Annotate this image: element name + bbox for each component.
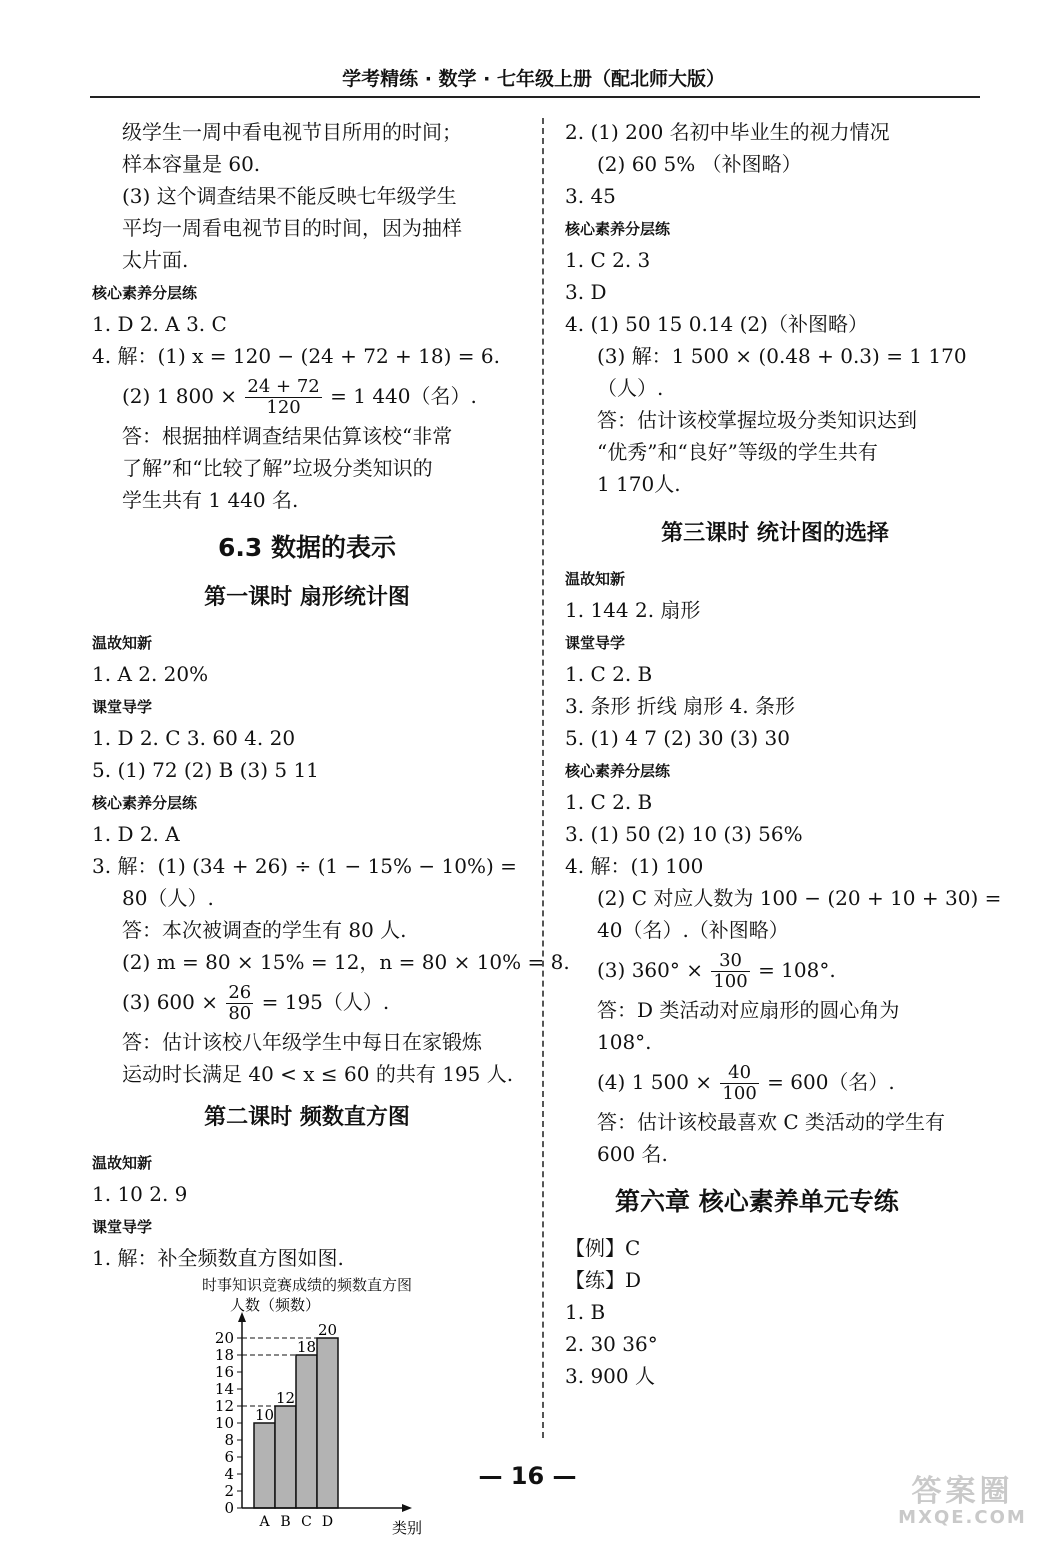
answer-line: 3. (1) 50 (2) 10 (3) 56% xyxy=(565,822,803,846)
answer-line: 3. D xyxy=(565,280,607,304)
answer-line: 太片面. xyxy=(122,248,189,272)
fraction-line xyxy=(92,978,522,1026)
answer-line: 600 名. xyxy=(597,1142,668,1166)
answer-line: 3. 45 xyxy=(565,184,616,208)
section-tag: 核心素养分层练 xyxy=(565,762,671,780)
watermark-logo xyxy=(880,1475,1045,1530)
y-tick-label: 16 xyxy=(214,1363,234,1381)
answer-line: 平均一周看电视节目的时间，因为抽样 xyxy=(122,216,462,240)
fraction-numerator: 24 + 72 xyxy=(247,376,320,397)
y-tick-label: 2 xyxy=(224,1482,234,1500)
fraction xyxy=(711,951,749,992)
answer-line: 样本容量是 60. xyxy=(122,152,261,176)
y-tick-label: 6 xyxy=(224,1448,234,1466)
column-divider xyxy=(542,118,544,1438)
watermark-url: MXQE.COM xyxy=(898,1507,1027,1528)
x-axis-arrow xyxy=(402,1504,412,1512)
answer-line: 1. D 2. A 3. C xyxy=(92,312,227,336)
fraction-line xyxy=(92,372,522,420)
fraction-prefix: (4) 1 500 × xyxy=(597,1070,713,1094)
answer-line: 2. (1) 200 名初中毕业生的视力情况 xyxy=(565,120,890,144)
answer-line: 1. A 2. 20% xyxy=(92,662,209,686)
answer-line: 答：估计该校掌握垃圾分类知识达到 xyxy=(597,408,917,432)
answer-line: 答：估计该校最喜欢 C 类活动的学生有 xyxy=(597,1110,946,1134)
y-tick-label: 12 xyxy=(214,1397,234,1415)
section-tag: 课堂导学 xyxy=(92,698,153,716)
answer-line: 答：D 类活动对应扇形的圆心角为 xyxy=(597,998,900,1022)
page-number: — 16 — xyxy=(478,1462,577,1490)
answer-line: 2. 30 36° xyxy=(565,1332,658,1356)
fraction-prefix: (3) 600 × xyxy=(122,990,218,1014)
x-tick-label: B xyxy=(280,1514,291,1530)
answer-line: 4. 解：(1) x = 120 − (24 + 72 + 18) = 6. xyxy=(92,344,500,368)
fraction xyxy=(245,377,321,418)
answer-line: 答：估计该校八年级学生中每日在家锻炼 xyxy=(122,1030,482,1054)
answer-line: 1 170人. xyxy=(597,472,681,496)
x-tick-label: A xyxy=(259,1514,270,1530)
answer-line: 1. C 2. B xyxy=(565,662,653,686)
answer-line: 108°. xyxy=(597,1030,652,1054)
answer-line: 运动时长满足 40 < x ≤ 60 的共有 195 人. xyxy=(122,1062,514,1086)
header-title: 学考精练 · 数学 · 七年级上册（配北师大版） xyxy=(342,68,725,90)
fraction-numerator: 30 xyxy=(711,951,749,972)
answer-line: 40（名）.（补图略） xyxy=(597,918,789,942)
y-tick-label: 8 xyxy=(224,1431,234,1449)
x-tick-label: C xyxy=(301,1514,312,1530)
answer-line: (2) C 对应人数为 100 − (20 + 10 + 30) = xyxy=(597,886,1002,910)
answer-line: 【例】C xyxy=(565,1236,641,1260)
fraction-suffix: = 108°. xyxy=(758,958,836,982)
answer-line: 3. 900 人 xyxy=(565,1364,655,1388)
fraction-suffix: = 1 440（名）. xyxy=(330,384,477,408)
answer-line: 1. D 2. C 3. 60 4. 20 xyxy=(92,726,296,750)
answer-line: (3) 这个调查结果不能反映七年级学生 xyxy=(122,184,457,208)
y-tick-label: 10 xyxy=(214,1414,234,1432)
fraction-denominator: 80 xyxy=(228,1003,252,1024)
fraction-numerator: 40 xyxy=(720,1063,758,1084)
y-tick-label: 14 xyxy=(214,1380,234,1398)
x-axis-label: 类别 xyxy=(392,1519,423,1537)
right-column xyxy=(565,116,1002,1392)
section-tag: 课堂导学 xyxy=(92,1218,153,1236)
section-tag: 核心素养分层练 xyxy=(92,794,198,812)
answer-line: 80（人）. xyxy=(122,886,214,910)
answer-line: 4. (1) 50 15 0.14 (2)（补图略） xyxy=(565,312,868,336)
y-tick-label: 18 xyxy=(214,1346,234,1364)
fraction-suffix: = 600（名）. xyxy=(767,1070,895,1094)
histogram-bar xyxy=(275,1406,296,1508)
fraction-numerator: 26 xyxy=(228,982,252,1003)
answer-line: （人）. xyxy=(597,376,664,400)
watermark-text: 答案圈 xyxy=(911,1474,1014,1509)
section-tag: 核心素养分层练 xyxy=(565,220,671,238)
chapter-title: 第六章 核心素养单元专练 xyxy=(615,1187,899,1216)
answer-line: 1. C 2. B xyxy=(565,790,653,814)
page-header xyxy=(90,58,980,98)
answer-line: 了解”和“比较了解”垃圾分类知识的 xyxy=(122,456,433,480)
answer-line: 1. 解：补全频数直方图如图. xyxy=(92,1246,344,1270)
bar-value-label: 10 xyxy=(254,1406,275,1424)
answer-line: 1. 10 2. 9 xyxy=(92,1182,188,1206)
answer-line: “优秀”和“良好”等级的学生共有 xyxy=(597,440,878,464)
section-tag: 核心素养分层练 xyxy=(92,284,198,302)
lesson-title: 第二课时 频数直方图 xyxy=(204,1105,410,1130)
x-tick-label: D xyxy=(321,1514,334,1530)
fraction xyxy=(226,983,253,1024)
answer-line: 1. D 2. A xyxy=(92,822,180,846)
answer-line: 1. B xyxy=(565,1300,606,1324)
section-tag: 温故知新 xyxy=(565,570,626,588)
section-tag: 课堂导学 xyxy=(565,634,626,652)
answer-line: 级学生一周中看电视节目所用的时间； xyxy=(122,120,462,144)
section-title: 6.3 数据的表示 xyxy=(218,533,396,562)
fraction-suffix: = 195（人）. xyxy=(261,990,390,1014)
lesson-title: 第一课时 扇形统计图 xyxy=(204,585,410,610)
bar-value-label: 18 xyxy=(296,1338,317,1356)
bar-value-label: 12 xyxy=(275,1389,296,1407)
y-tick-label: 0 xyxy=(224,1499,234,1517)
fraction-prefix: (3) 360° × xyxy=(597,958,703,982)
lesson-title: 第三课时 统计图的选择 xyxy=(661,521,889,546)
fraction-denominator: 100 xyxy=(713,971,748,992)
answer-line: 3. 条形 折线 扇形 4. 条形 xyxy=(565,694,795,718)
answer-line: 【练】D xyxy=(565,1268,642,1292)
fraction-line xyxy=(565,946,985,994)
y-tick-label: 20 xyxy=(214,1329,234,1347)
section-tag: 温故知新 xyxy=(92,1154,153,1172)
fraction xyxy=(720,1063,758,1104)
answer-line: (3) 解：1 500 × (0.48 + 0.3) = 1 170 xyxy=(597,344,967,368)
fraction-prefix: (2) 1 800 × xyxy=(122,384,238,408)
left-column xyxy=(92,116,570,1546)
answer-line: (2) m = 80 × 15% = 12，n = 80 × 10% = 8. xyxy=(122,950,570,974)
answer-line: 3. 解：(1) (34 + 26) ÷ (1 − 15% − 10%) = xyxy=(92,854,517,878)
bar-value-label: 20 xyxy=(317,1321,338,1339)
answer-line: 5. (1) 4 7 (2) 30 (3) 30 xyxy=(565,726,790,750)
fraction-denominator: 120 xyxy=(266,397,301,418)
answer-line: 答：本次被调查的学生有 80 人. xyxy=(122,918,407,942)
answer-line: 1. C 2. 3 xyxy=(565,248,651,272)
chart-title: 时事知识竞赛成绩的频数直方图 xyxy=(201,1276,412,1294)
y-axis-label: 人数（频数） xyxy=(230,1296,321,1314)
answer-line: (2) 60 5% （补图略） xyxy=(597,152,802,176)
histogram-chart xyxy=(192,1296,522,1546)
answer-line: 1. 144 2. 扇形 xyxy=(565,598,701,622)
answer-line: 学生共有 1 440 名. xyxy=(122,488,299,512)
answer-line: 5. (1) 72 (2) B (3) 5 11 xyxy=(92,758,319,782)
y-tick-label: 4 xyxy=(224,1465,234,1483)
answer-line: 答：根据抽样调查结果估算该校“非常 xyxy=(122,424,453,448)
fraction-line xyxy=(565,1058,985,1106)
answer-line: 4. 解：(1) 100 xyxy=(565,854,704,878)
fraction-denominator: 100 xyxy=(722,1083,757,1104)
section-tag: 温故知新 xyxy=(92,634,153,652)
